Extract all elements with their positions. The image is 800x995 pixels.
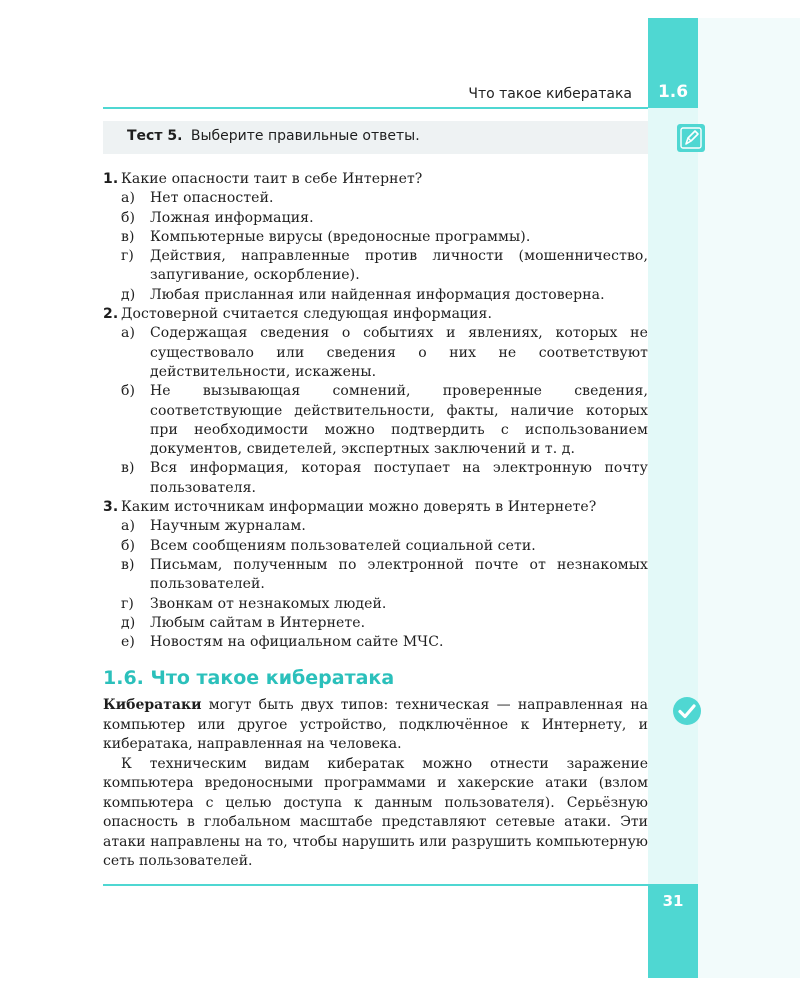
test-instruction-box xyxy=(103,121,648,154)
option-letter: г) xyxy=(121,595,134,612)
question-text: Каким источникам информации можно доверять в Интернете? xyxy=(121,499,597,516)
top-divider xyxy=(103,107,648,109)
answer-option xyxy=(121,247,648,286)
answer-option xyxy=(121,517,648,536)
option-letter: в) xyxy=(121,556,135,573)
test-label: Тест 5. xyxy=(127,128,183,144)
answer-option xyxy=(121,189,648,208)
option-text: Ложная информация. xyxy=(150,209,314,226)
option-text: Не вызывающая сомнений, проверенные сведения, соответствующие действительности, факты, наличие которых при необходимости можно подтвердить с использованием документов, свидетелей, экспертных заключений и т. д. xyxy=(150,383,648,458)
option-text: Любым сайтам в Интернете. xyxy=(150,614,366,631)
option-letter: в) xyxy=(121,460,135,477)
question-1 xyxy=(103,170,648,305)
option-text: Всем сообщениям пользователей социальной сети. xyxy=(150,537,536,554)
option-text: Содержащая сведения о событиях и явлениях, которых не существовало или сведения о них не соответствуют действительности, искажены. xyxy=(150,325,648,380)
section-body xyxy=(103,696,648,872)
chapter-tab xyxy=(648,18,698,108)
answer-option xyxy=(121,556,648,595)
option-letter: г) xyxy=(121,248,134,265)
answer-option xyxy=(121,228,648,247)
option-text: Научным журналам. xyxy=(150,518,306,535)
option-text: Вся информация, которая поступает на электронную почту пользователя. xyxy=(150,460,648,496)
option-text: Звонкам от незнакомых людей. xyxy=(150,595,387,612)
paragraph-1-text: могут быть двух типов: техническая — направленная на компьютер или другое устройство, подключённое к Интернету, и кибератака, направленная на человека. xyxy=(103,697,648,752)
option-letter: б) xyxy=(121,537,136,554)
page-number: 31 xyxy=(662,892,684,910)
answer-option xyxy=(121,614,648,633)
option-letter: а) xyxy=(121,190,136,207)
question-text: Достоверной считается следующая информация. xyxy=(121,306,493,323)
answer-option xyxy=(121,633,648,652)
option-letter: в) xyxy=(121,228,135,245)
question-number: 3. xyxy=(103,499,119,516)
answer-option xyxy=(121,286,648,305)
side-strip xyxy=(648,18,698,978)
section-title: 1.6. Что такое кибератака xyxy=(103,667,395,689)
option-letter: б) xyxy=(121,383,136,400)
option-text: Нет опасностей. xyxy=(150,190,274,207)
option-letter: д) xyxy=(121,614,136,631)
answer-option xyxy=(121,324,648,382)
question-number: 1. xyxy=(103,171,119,187)
option-text: Новостям на официальном сайте МЧС. xyxy=(150,634,444,651)
option-letter: б) xyxy=(121,209,136,226)
chapter-number: 1.6 xyxy=(657,82,689,102)
answer-option xyxy=(121,209,648,228)
term-cyberattacks: Кибератаки xyxy=(103,697,202,713)
option-text: Письмам, полученным по электронной почте от незнакомых пользователей. xyxy=(150,556,648,593)
option-text: Действия, направленные против личности (мошенничество, запугивание, оскорбление). xyxy=(150,248,648,284)
answer-option xyxy=(121,537,648,556)
pencil-icon xyxy=(677,124,705,152)
option-letter: а) xyxy=(121,325,136,342)
test-instruction: Выберите правильные ответы. xyxy=(190,128,420,144)
bottom-divider xyxy=(103,884,648,886)
option-text: Компьютерные вирусы (вредоносные программы). xyxy=(150,228,531,245)
page-number-tab xyxy=(648,884,698,978)
paragraph-1 xyxy=(103,696,648,755)
question-3 xyxy=(103,498,648,652)
question-number: 2. xyxy=(103,306,119,323)
option-letter: д) xyxy=(121,286,136,303)
question-text: Какие опасности таит в себе Интернет? xyxy=(121,171,423,187)
question-2 xyxy=(103,305,648,498)
paragraph-2: К техническим видам кибератак можно отнести заражение компьютера вредоносными программами и хакерские атаки (взлом компьютера с целью доступа к данным пользователя). Серьёзную опасность в глобальном масштабе представляют сетевые атаки. Эти атаки направлены на то, чтобы нарушить или разрушить компьютерную сеть пользователей. xyxy=(103,755,648,869)
answer-option xyxy=(121,382,648,459)
option-letter: е) xyxy=(121,634,135,651)
option-letter: а) xyxy=(121,518,136,535)
checkmark-icon xyxy=(673,697,701,725)
answer-option xyxy=(121,595,648,614)
question-list xyxy=(103,170,648,652)
answer-option xyxy=(121,459,648,498)
running-head: Что такое кибератака xyxy=(468,86,632,102)
option-text: Любая присланная или найденная информация достоверна. xyxy=(150,286,605,303)
page-margin-shade xyxy=(698,18,800,978)
